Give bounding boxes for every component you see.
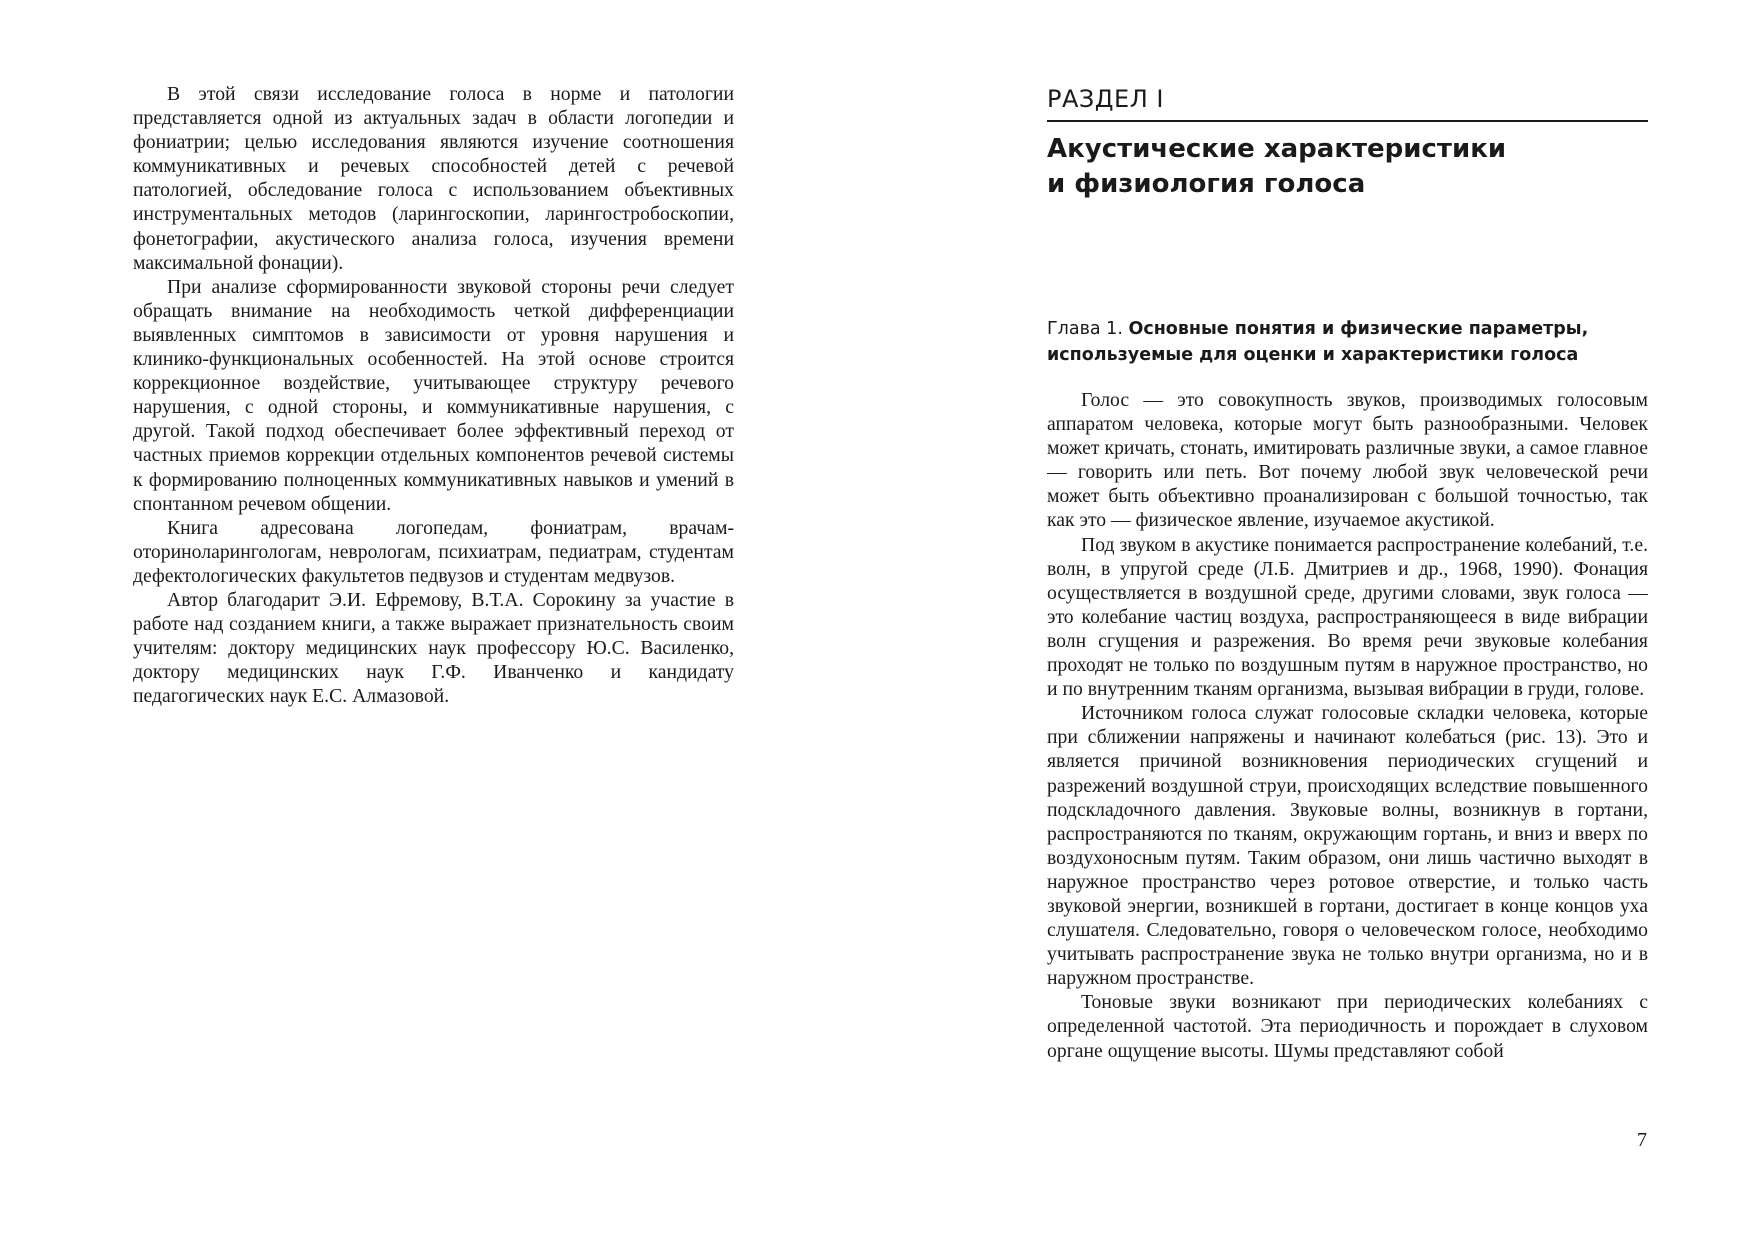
section-title-line: Акустические характеристики: [1047, 134, 1507, 164]
chapter-label: Глава 1.: [1047, 319, 1129, 339]
page-number: 7: [1637, 1129, 1647, 1151]
paragraph: Автор благодарит Э.И. Ефремову, В.Т.А. Сорокину за участие в работе над созданием книги, а также выражает признательность своим учителям: доктору медицинских наук профессору Ю.С. Василенко, доктору медицинских наук Г.Ф. Иванченко и кандидату педагогических наук Е.С. Алмазовой.: [133, 588, 734, 708]
paragraph: При анализе сформированности звуковой стороны речи следует обращать внимание на необходимость четкой дифференциации выявленных симптомов в зависимости от уровня нарушения и клинико-функциональных особенностей. На этой основе строится коррекционное воздействие, учитывающее структуру речевого нарушения, с одной стороны, и коммуникативные нарушения, с другой. Такой подход обеспечивает более эффективный переход от частных приемов коррекции отдельных компонентов речевой системы к формированию полноценных коммуникативных навыков и умений в спонтанном речевом общении.: [133, 275, 734, 515]
paragraph: В этой связи исследование голоса в норме и патологии представляется одной из актуальных задач в области логопедии и фониатрии; целью исследования являются изучение соотношения коммуникативных и речевых способностей детей с речевой патологией, обследование голоса с использованием объективных инструментальных методов (ларингоскопии, ларингостробоскопии, фонетографии, акустического анализа голоса, изучения времени максимальной фонации).: [133, 83, 734, 274]
section-title: [1047, 132, 1648, 202]
paragraph: Под звуком в акустике понимается распространение колебаний, т.е. волн, в упругой среде (Л.Б. Дмитриев и др., 1968, 1990). Фонация осуществляется в воздушной среде, другими словами, звук голоса — это колебание частиц воздуха, распространяющееся в виде вибрации волн сгущения и разрежения. Во время речи звуковые колебания проходят не только по воздушным путям в наружное пространство, но и по внутренним тканям организма, вызывая вибрации в груди, голове.: [1047, 533, 1648, 701]
chapter-title-line: Основные понятия и физические параметры,: [1128, 319, 1589, 339]
chapter-title-line: используемые для оценки и характеристики голоса: [1047, 345, 1579, 365]
right-page: [877, 0, 1754, 1240]
paragraph: Книга адресована логопедам, фониатрам, врачам-оториноларингологам, неврологам, психиатрам, педиатрам, студентам дефектологических факультетов педвузов и студентам медвузов.: [133, 516, 734, 587]
right-text-column: [1047, 84, 1648, 1063]
paragraph: Источником голоса служат голосовые складки человека, которые при сближении напряжены и начинают колебаться (рис. 13). Это и является причиной возникновения периодических сгущений и разрежений воздушной струи, происходящих вследствие повышенного подскладочного давления. Звуковые волны, возникнув в гортани, распространяются по тканям, окружающим гортань, и вниз и вверх по воздухоносным путям. Таким образом, они лишь частично выходят в наружное пространство через ротовое отверстие, и только часть звуковой энергии, возникшей в гортани, достигает в конце концов уха слушателя. Следовательно, говоря о человеческом голосе, необходимо учитывать распространение звука не только внутри организма, но и в наружном пространстве.: [1047, 702, 1648, 990]
paragraph: Тоновые звуки возникают при периодических колебаниях с определенной частотой. Эта периодичность и порождает в слуховом органе ощущение высоты. Шумы представляют собой: [1047, 991, 1648, 1062]
chapter-heading: [1047, 316, 1648, 368]
paragraph: Голос — это совокупность звуков, производимых голосовым аппаратом человека, которые могут быть разнообразными. Человек может кричать, стонать, имитировать различные звуки, а самое главное — говорить или петь. Вот почему любой звук человеческой речи может быть объективно проанализирован с большой точностью, так как это — физическое явление, изучаемое акустикой.: [1047, 389, 1648, 532]
section-title-line: и физиология голоса: [1047, 169, 1366, 199]
section-label: РАЗДЕЛ I: [1047, 84, 1648, 122]
left-text-column: [133, 82, 734, 708]
